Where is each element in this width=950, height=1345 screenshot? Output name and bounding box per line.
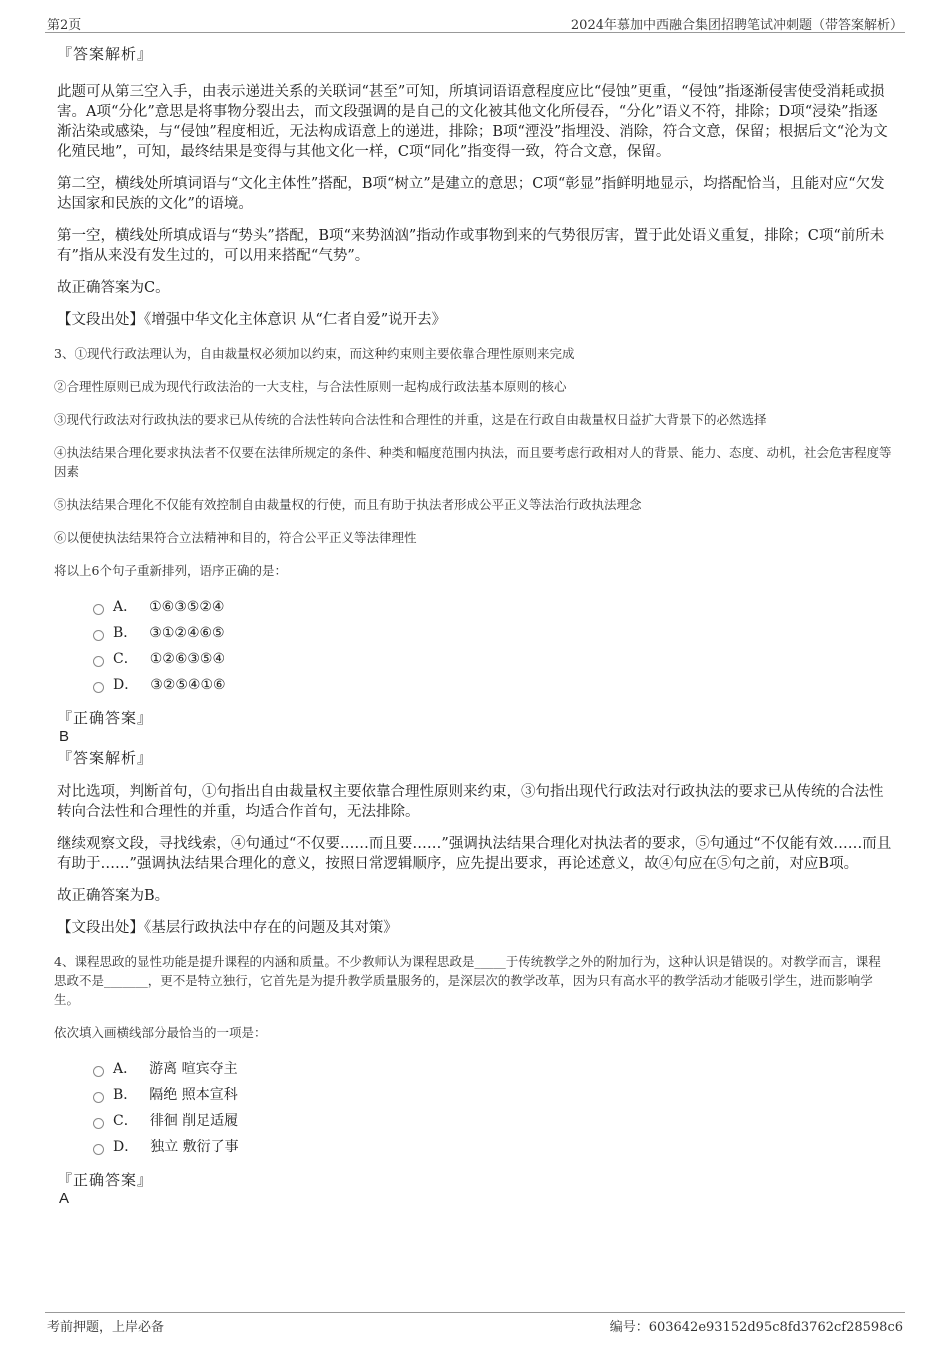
q4-option-a[interactable]: [93, 1056, 892, 1082]
document-code: 编号：603642e93152d95c8fd3762cf28598c6: [609, 1320, 903, 1335]
option-key: D．: [113, 677, 139, 693]
option-text: ①②⑥③⑤④: [149, 651, 226, 667]
page-header: [45, 10, 905, 33]
option-text: ③②⑤④①⑥: [150, 677, 226, 693]
page-footer: [45, 1312, 905, 1335]
q3-sentence: ③现代行政法对行政执法的要求已从传统的合法性转向合法性和合理性的并重，这是在行政自由裁量权日益扩大背景下的必然选择: [54, 412, 767, 427]
q3-analysis-label: 『答案解析』: [57, 749, 154, 767]
radio-button[interactable]: [93, 656, 104, 667]
q3-analysis: [57, 782, 892, 906]
q4-answer-label: 『正确答案』: [57, 1171, 154, 1189]
option-key: B．: [113, 625, 138, 641]
page-number: 第2页: [47, 18, 82, 33]
radio-button[interactable]: [93, 1144, 104, 1155]
q3-source: 【文段出处】《基层行政执法中存在的问题及其对策》: [57, 920, 398, 936]
q3-analysis-paragraph: 对比选项，判断首句，①句指出自由裁量权主要依靠合理性原则来约束，③句指出现代行政法对行政执法的要求已从传统的合法性转向合法性和合理性的并重，均适合作首句，无法排除。: [57, 784, 884, 820]
radio-button[interactable]: [93, 1066, 104, 1077]
radio-button[interactable]: [93, 1118, 104, 1129]
option-text: 隔绝 照本宣科: [149, 1087, 238, 1103]
main-content: [54, 44, 892, 1210]
radio-button[interactable]: [93, 604, 104, 615]
option-key: C．: [113, 651, 138, 667]
q3-option-d[interactable]: [93, 672, 892, 698]
question-4: [54, 952, 892, 1208]
option-key: B．: [113, 1087, 138, 1103]
option-text: ①⑥③⑤②④: [149, 599, 225, 615]
question-3: [54, 344, 892, 938]
q2-analysis-paragraph: 第一空，横线处所填成语与“势头”搭配，B项“来势汹汹”指动作或事物到来的气势很厉害，置于此处语义重复，排除；C项“前所未有”指从来没有发生过的，可以用来搭配“气势”。: [57, 228, 885, 264]
radio-button[interactable]: [93, 1092, 104, 1103]
q3-answer-label: 『正确答案』: [57, 709, 154, 727]
q2-source: 【文段出处】《增强中华文化主体意识 从“仁者自爱”说开去》: [57, 312, 447, 328]
q4-stem: 4、课程思政的显性功能是提升课程的内涵和质量。不少教师认为课程思政是_____于传统教学之外的附加行为，这种认识是错误的。对教学而言，课程思政不是_______，更不是特立独行，它首先是为提升教学质量服务的，是深层次的教学改革，因为只有高水平的教学活动才能吸引学生，进而影响学生。: [54, 954, 881, 1007]
q3-answer: B: [59, 728, 70, 745]
q4-option-b[interactable]: [93, 1082, 892, 1108]
q2-analysis-paragraph: 第二空，横线处所填词语与“文化主体性”搭配，B项“树立”是建立的意思；C项“彰显”指鲜明地显示，均搭配恰当，且能对应“欠发达国家和民族的文化”的语境。: [57, 176, 885, 212]
q3-options: [93, 594, 892, 698]
option-text: 徘徊 削足适履: [149, 1113, 239, 1129]
option-text: 独立 敷衍了事: [150, 1139, 239, 1155]
q4-answer: A: [59, 1190, 70, 1207]
q4-option-c[interactable]: [93, 1108, 892, 1134]
q4-prompt: 依次填入画横线部分最恰当的一项是：: [54, 1025, 267, 1040]
q3-sentence: 3、①现代行政法理认为，自由裁量权必须加以约束，而这种约束则主要依靠合理性原则来完成: [54, 346, 575, 361]
q3-analysis-paragraph: 故正确答案为B。: [57, 888, 170, 904]
footer-slogan: 考前押题，上岸必备: [47, 1320, 165, 1335]
q3-sentence: ④执法结果合理化要求执法者不仅要在法律所规定的条件、种类和幅度范围内执法，而且要考虑行政相对人的背景、能力、态度、动机，社会危害程度等因素: [54, 445, 892, 479]
option-key: C．: [113, 1113, 138, 1129]
document-title: 2024年慕加中西融合集团招聘笔试冲刺题（带答案解析）: [570, 18, 903, 33]
q3-sentence: ⑥以便使执法结果符合立法精神和目的，符合公平正义等法律理性: [54, 530, 417, 545]
q2-analysis-paragraph: 此题可从第三空入手，由表示递进关系的关联词“甚至”可知，所填词语语意程度应比“侵蚀”更重，“侵蚀”指逐渐侵害使受消耗或损害。A项“分化”意思是将事物分裂出去，而文段强调的是自己的文化被其他文化所侵吞，“分化”语义不符，排除；D项“浸染”指逐渐沾染或感染，与“侵蚀”程度相近，无法构成语意上的递进，排除；B项“湮没”指埋没、消除，符合文意，保留；根据后文“沦为文化殖民地”，可知，最终结果是变得与其他文化一样，C项“同化”指变得一致，符合文意，保留。: [57, 84, 888, 160]
option-key: A．: [113, 1061, 138, 1077]
option-key: D．: [113, 1139, 139, 1155]
q2-analysis-label: 『答案解析』: [57, 45, 154, 63]
option-text: 游离 喧宾夺主: [149, 1061, 238, 1077]
option-key: A．: [113, 599, 138, 615]
option-text: ③①②④⑥⑤: [149, 625, 225, 641]
q2-analysis-paragraph: 故正确答案为C。: [57, 280, 170, 296]
q3-sentence: ②合理性原则已成为现代行政法治的一大支柱，与合法性原则一起构成行政法基本原则的核心: [54, 379, 567, 394]
radio-button[interactable]: [93, 682, 104, 693]
q3-option-b[interactable]: [93, 620, 892, 646]
q3-prompt: 将以上6个句子重新排列，语序正确的是：: [54, 563, 287, 578]
q3-option-a[interactable]: [93, 594, 892, 620]
q4-option-d[interactable]: [93, 1134, 892, 1160]
q2-analysis: [57, 82, 892, 298]
radio-button[interactable]: [93, 630, 104, 641]
q3-sentence: ⑤执法结果合理化不仅能有效控制自由裁量权的行使，而且有助于执法者形成公平正义等法治行政执法理念: [54, 497, 642, 512]
q3-option-c[interactable]: [93, 646, 892, 672]
q3-analysis-paragraph: 继续观察文段，寻找线索，④句通过“不仅要……而且要……”强调执法结果合理化对执法者的要求，⑤句通过“不仅能有效……而且有助于……”强调执法结果合理化的意义，按照日常逻辑顺序，应先提出要求，再论述意义，故④句应在⑤句之前，对应B项。: [57, 836, 892, 872]
q4-options: [93, 1056, 892, 1160]
